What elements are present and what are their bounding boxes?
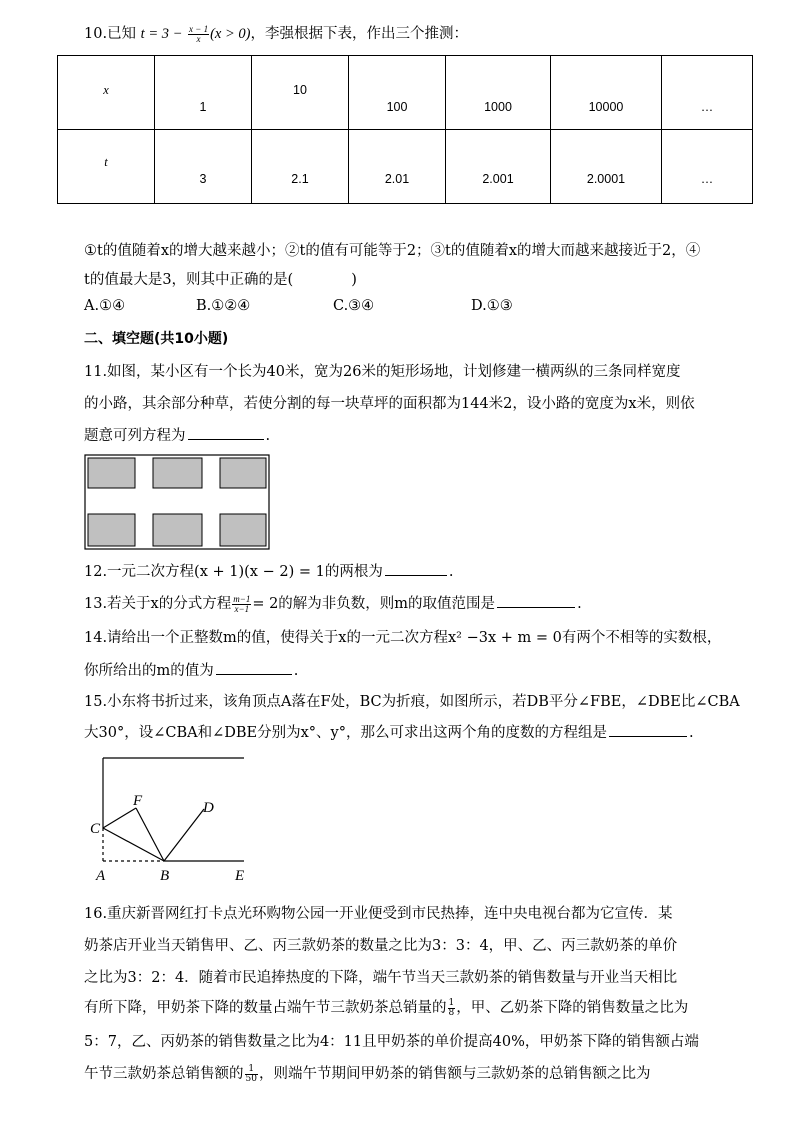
table-cell — [155, 56, 252, 130]
q15-line2-text: 大30°，设∠CBA和∠DBE分别为x°、y°，那么可求出这两个角的度数的方程组是 — [84, 725, 607, 741]
q13-text-a: 13.若关于x的分式方程 — [84, 596, 232, 612]
q10-formula-cond: (x > 0) — [210, 26, 251, 42]
q14-line2-text: 你所给出的m的值为 — [84, 663, 214, 679]
q15-line2 — [84, 721, 694, 742]
answer-blank[interactable] — [188, 438, 264, 440]
q16-line5: 5：7，乙、丙奶茶的销售数量之比为4：11且甲奶茶的单价提高40%，甲奶茶下降的销售额占端 — [84, 1034, 699, 1050]
lawn-block — [153, 514, 202, 546]
q11-line3-end: . — [265, 428, 271, 444]
label-f: F — [133, 793, 143, 809]
q16-fraction-1-50 — [245, 1065, 258, 1084]
table-cell — [252, 130, 349, 204]
q10-fraction — [188, 25, 209, 44]
table-cell — [551, 130, 662, 204]
table-cell-text: 10 — [293, 83, 307, 97]
q14-end: . — [293, 663, 299, 679]
label-e: E — [235, 868, 245, 884]
q13-line — [84, 592, 582, 614]
q16-frac-den: 8 — [448, 1007, 455, 1018]
q13-frac-num: m−1 — [233, 593, 251, 604]
option-c[interactable]: C.③④ — [333, 298, 375, 314]
q16-frac-num: 1 — [448, 997, 455, 1008]
q10-frac-den: x — [196, 33, 201, 44]
lawn-block — [220, 458, 266, 488]
q16-line4-b: ，甲、乙奶茶下降的销售数量之比为 — [456, 1000, 689, 1016]
section-title: 二、填空题(共10小题) — [84, 331, 229, 347]
table-cell-text: 2.01 — [384, 172, 410, 186]
table-cell — [662, 56, 753, 130]
segment-cf — [103, 808, 136, 828]
q14-line2 — [84, 659, 298, 680]
q16-line6-b: ，则端午节期间甲奶茶的销售额与三款奶茶的总销售额之比为 — [258, 1066, 651, 1082]
table-cell-text: 100 — [386, 100, 408, 114]
table-cell-text: 1000 — [484, 100, 512, 114]
q16-line6 — [84, 1062, 650, 1084]
option-a[interactable]: A.①④ — [84, 298, 126, 314]
q16-line4 — [84, 996, 688, 1018]
q15-line1: 15.小东将书折过来，该角顶点A落在F处，BC为折痕，如图所示，若DB平分∠FBE，∠DBE比∠CBA — [84, 694, 740, 710]
q16-line3: 之比为3：2：4．随着市民追捧热度的下降，端午节当天三款奶茶的销售数量与开业当天相比 — [84, 970, 678, 986]
lawn-block — [88, 514, 135, 546]
label-a: A — [96, 868, 106, 884]
q13-fraction — [232, 595, 251, 614]
label-b: B — [160, 868, 170, 884]
table-cell — [155, 130, 252, 204]
q13-frac-den: x−1 — [234, 603, 250, 614]
table-cell-text: 1 — [199, 100, 207, 114]
table-cell-text: 10000 — [588, 100, 624, 114]
q16-fraction-1-8 — [448, 999, 456, 1018]
q10-intro-b: ，李强根据下表，作出三个推测： — [250, 26, 468, 42]
q10-guess-line2: t的值最大是3，则其中正确的是( ) — [84, 272, 357, 288]
segment-bd — [164, 809, 204, 861]
option-b[interactable]: B.①②④ — [196, 298, 251, 314]
q15-fold-figure — [86, 750, 252, 890]
table-header-x — [58, 56, 155, 130]
q11-line3-text: 题意可列方程为 — [84, 428, 186, 444]
label-c: C — [90, 821, 101, 837]
lawn-block — [153, 458, 202, 488]
q13-text-b: = 2的解为非负数，则m的取值范围是 — [252, 596, 496, 612]
lawn-block — [220, 514, 266, 546]
q16-line6-a: 午节三款奶茶总销售额的 — [84, 1066, 244, 1082]
q10-formula-lhs: t = 3 − — [140, 26, 183, 42]
table-header-t — [58, 130, 155, 204]
q11-line2: 的小路，其余部分种草，若使分割的每一块草坪的面积都为144米2，设小路的宽度为x米，则依 — [84, 396, 695, 412]
q12-text: 12.一元二次方程(x + 1)(x − 2) = 1的两根为 — [84, 564, 383, 580]
option-d[interactable]: D.①③ — [471, 298, 513, 314]
q16-frac-num: 1 — [245, 1065, 258, 1075]
table-row-t — [58, 130, 753, 204]
q10-frac-num: x − 1 — [189, 23, 209, 34]
answer-blank[interactable] — [216, 673, 292, 675]
q11-line3 — [84, 424, 270, 445]
q10-number: 10. — [84, 26, 108, 42]
q11-line1: 11.如图，某小区有一个长为40米，宽为26米的矩形场地，计划修建一横两纵的三条同样宽度 — [84, 364, 681, 380]
table-row-x — [58, 56, 753, 130]
table-cell — [446, 56, 551, 130]
answer-blank[interactable] — [497, 606, 575, 608]
table-cell-text: 2.1 — [291, 172, 309, 186]
q12-end: . — [448, 564, 454, 580]
answer-blank[interactable] — [385, 574, 447, 576]
q16-line4-a: 有所下降，甲奶茶下降的数量占端午节三款奶茶总销量的 — [84, 1000, 447, 1016]
table-cell — [349, 56, 446, 130]
table-cell — [349, 130, 446, 204]
q16-frac-den: 50 — [245, 1073, 257, 1084]
table-cell-text: 3 — [199, 172, 207, 186]
q15-end: . — [688, 725, 694, 741]
q12-line — [84, 560, 453, 581]
q13-end: . — [577, 596, 582, 612]
table-cell-text: … — [700, 172, 714, 186]
table-cell — [551, 56, 662, 130]
table-cell-text: 2.0001 — [586, 172, 626, 186]
q14-line1: 14.请给出一个正整数m的值，使得关于x的一元二次方程x² −3x + m = 0有两个不相等的实数根， — [84, 630, 722, 646]
q11-lawn-figure — [84, 454, 270, 550]
q10-intro-a: 已知 — [107, 26, 137, 42]
lawn-block — [88, 458, 135, 488]
table-header-x-text: x — [103, 83, 109, 97]
table-cell — [446, 130, 551, 204]
q16-line1: 16.重庆新晋网红打卡点光环购物公园一开业便受到市民热捧，连中央电视台都为它宣传．某 — [84, 906, 673, 922]
answer-blank[interactable] — [609, 735, 687, 737]
table-cell — [662, 130, 753, 204]
table-cell — [252, 56, 349, 130]
table-cell-text: 2.001 — [482, 172, 514, 186]
q10-table — [57, 55, 753, 204]
table-header-t-text: t — [104, 155, 108, 169]
q10-header — [84, 22, 468, 44]
q16-line2: 奶茶店开业当天销售甲、乙、丙三款奶茶的数量之比为3：3：4，甲、乙、丙三款奶茶的单价 — [84, 938, 678, 954]
label-d: D — [203, 800, 214, 816]
table-cell-text: … — [700, 100, 714, 114]
q10-guess-line1: ①t的值随着x的增大越来越小；②t的值有可能等于2；③t的值随着x的增大而越来越接近于2，④ — [84, 243, 701, 259]
